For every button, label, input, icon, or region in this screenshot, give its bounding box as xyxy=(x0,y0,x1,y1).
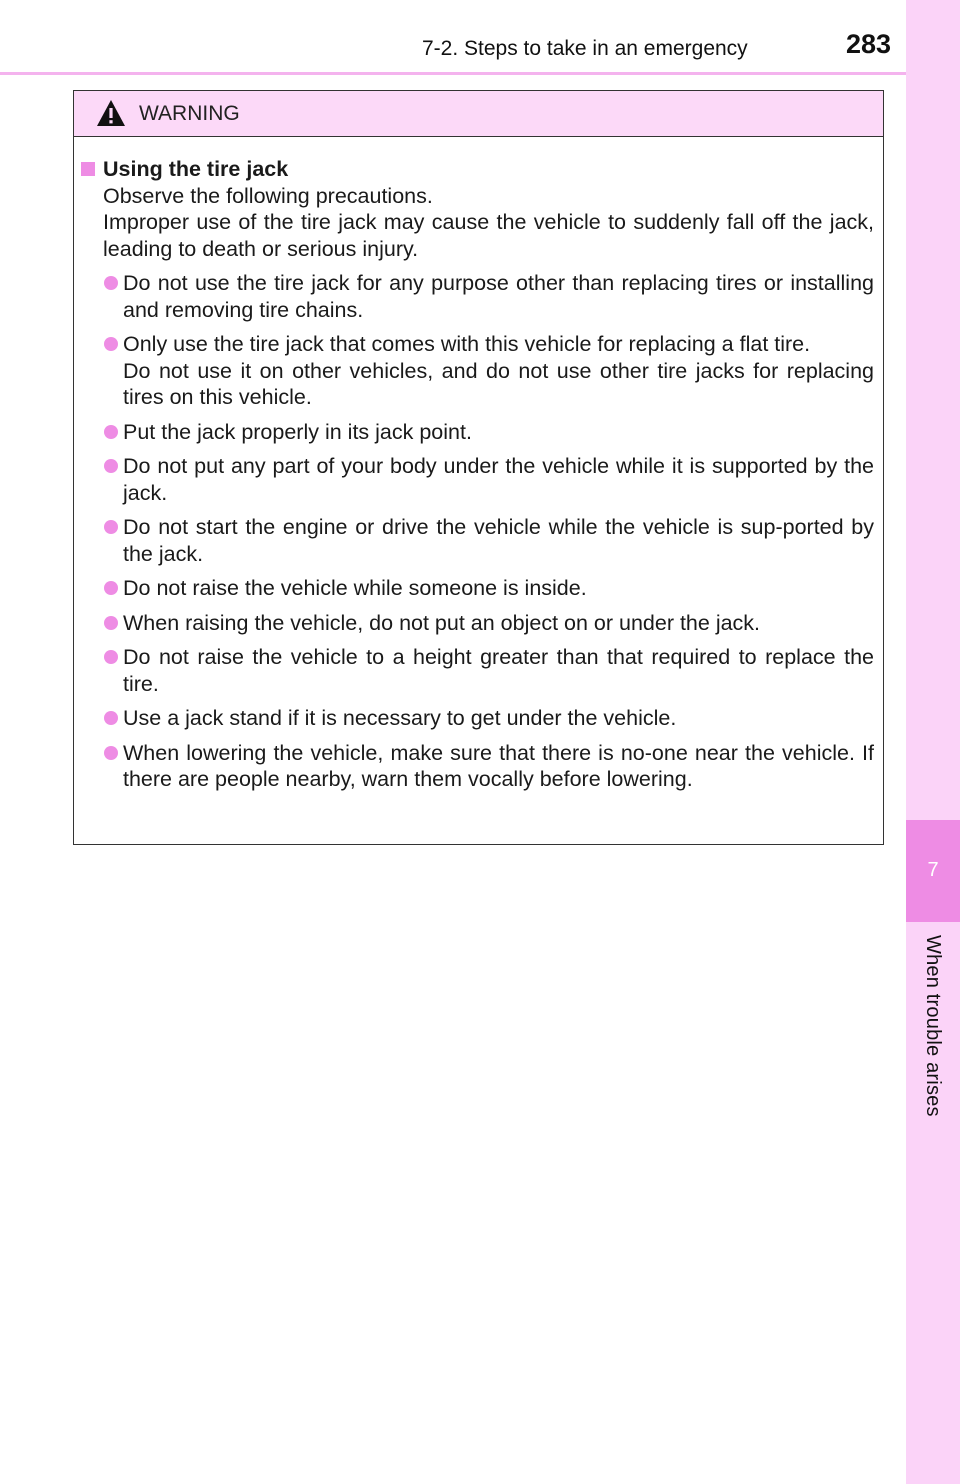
section-heading-text: Using the tire jack xyxy=(103,157,289,181)
precaution-text: Do not use it on other vehicles, and do not use other tire jacks for replacing tires on this vehicle. xyxy=(123,358,874,409)
intro-text xyxy=(103,183,874,263)
warning-header xyxy=(74,91,883,137)
precaution-text: Do not put any part of your body under the vehicle while it is supported by the jack. xyxy=(123,454,874,505)
circle-bullet-icon xyxy=(104,711,118,725)
circle-bullet-icon xyxy=(104,425,118,439)
precaution-item xyxy=(81,419,874,446)
section-heading xyxy=(81,156,874,183)
intro-paragraph: Improper use of the tire jack may cause the vehicle to suddenly fall off the jack, leading to death or serious injury. xyxy=(103,210,874,261)
warning-triangle-icon xyxy=(96,99,126,127)
chapter-side-tab xyxy=(906,0,960,1484)
circle-bullet-icon xyxy=(104,337,118,351)
circle-bullet-icon xyxy=(104,459,118,473)
warning-box xyxy=(73,90,884,845)
intro-paragraph: Observe the following precautions. xyxy=(103,183,433,208)
precaution-text: Do not use the tire jack for any purpose other than replacing tires or installing and removing tire chains. xyxy=(123,271,874,322)
page-number: 283 xyxy=(846,29,892,59)
circle-bullet-icon xyxy=(104,581,118,595)
square-bullet-icon xyxy=(81,162,95,176)
chapter-number: 7 xyxy=(927,859,939,881)
precaution-text: When lowering the vehicle, make sure that there is no-one near the vehicle. If there are people nearby, warn them vocally before lowering. xyxy=(123,740,874,791)
precaution-text: When raising the vehicle, do not put an object on or under the jack. xyxy=(123,610,761,635)
precaution-list xyxy=(81,270,874,793)
warning-body xyxy=(74,137,883,793)
precaution-text: Only use the tire jack that comes with this vehicle for replacing a flat tire. xyxy=(123,332,811,356)
chapter-title: When trouble arises xyxy=(922,935,944,1117)
precaution-item xyxy=(81,610,874,637)
precaution-item xyxy=(81,644,874,697)
precaution-text: Do not raise the vehicle to a height greater than that required to replace the tire. xyxy=(123,645,874,696)
circle-bullet-icon xyxy=(104,520,118,534)
precaution-item xyxy=(81,453,874,506)
chapter-marker xyxy=(906,820,960,922)
precaution-item xyxy=(81,575,874,602)
circle-bullet-icon xyxy=(104,746,118,760)
circle-bullet-icon xyxy=(104,616,118,630)
precaution-item xyxy=(81,705,874,732)
precaution-item xyxy=(81,270,874,323)
precaution-item xyxy=(81,740,874,793)
section-header-title: 7-2. Steps to take in an emergency xyxy=(422,37,748,60)
warning-label: WARNING xyxy=(139,102,240,125)
circle-bullet-icon xyxy=(104,650,118,664)
precaution-text: Put the jack properly in its jack point. xyxy=(123,419,472,444)
precaution-item xyxy=(81,331,874,411)
precaution-item xyxy=(81,514,874,567)
circle-bullet-icon xyxy=(104,276,118,290)
precaution-text: Do not raise the vehicle while someone is inside. xyxy=(123,576,587,600)
precaution-text: Do not start the engine or drive the vehicle while the vehicle is sup-ported by the jack. xyxy=(123,515,874,566)
precaution-text: Use a jack stand if it is necessary to get under the vehicle. xyxy=(123,706,677,730)
header-divider xyxy=(0,72,906,75)
